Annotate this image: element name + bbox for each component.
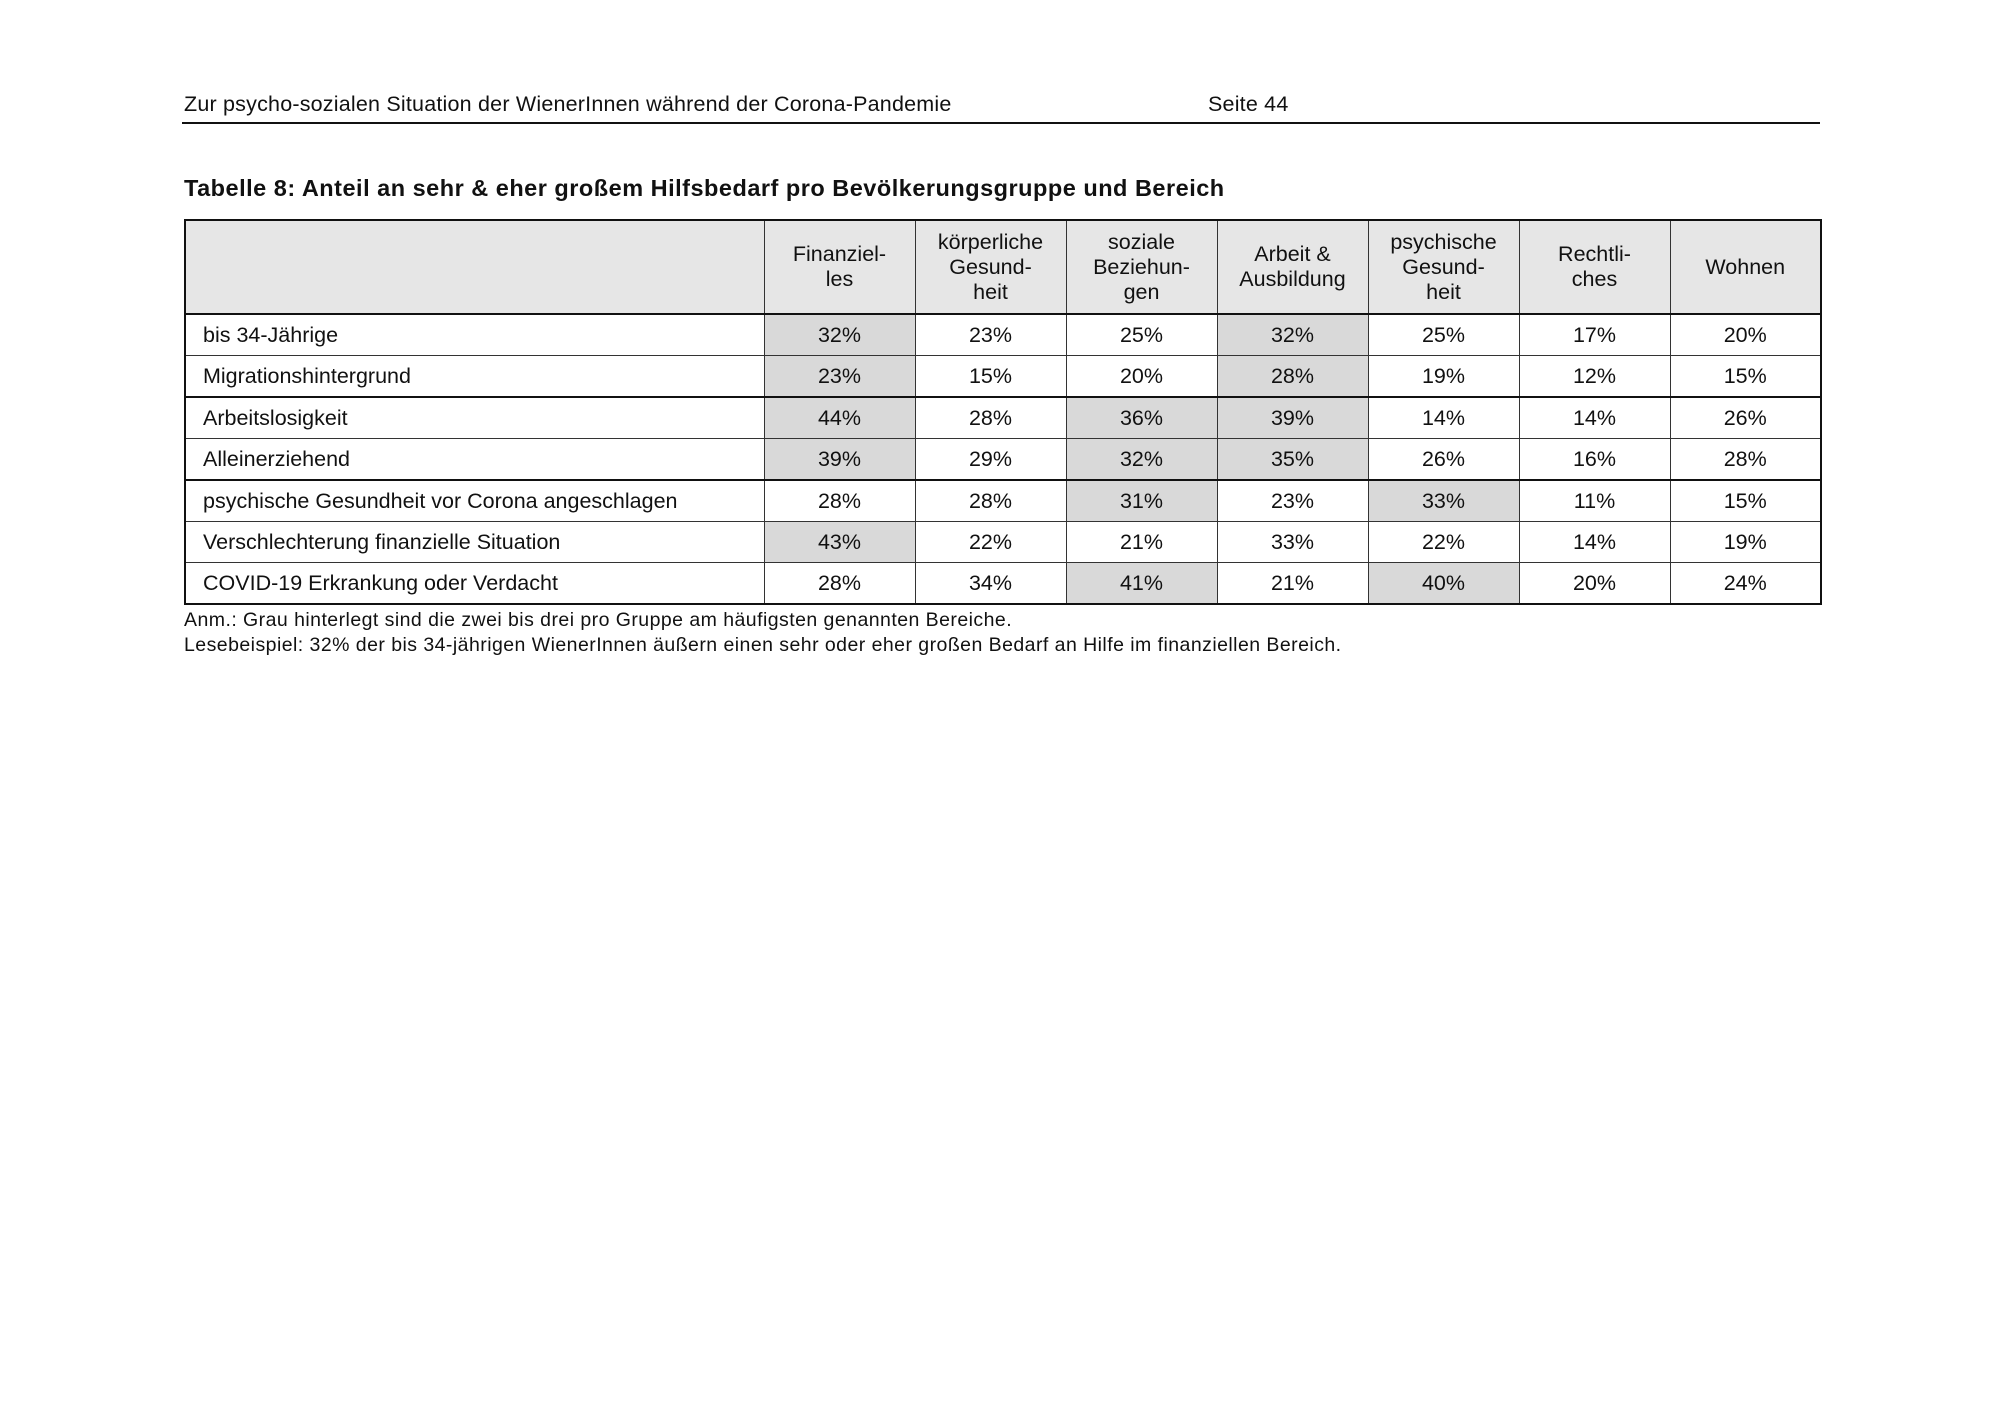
value-cell: 24% — [1670, 563, 1821, 605]
value-cell: 25% — [1368, 314, 1519, 356]
value-cell: 16% — [1519, 439, 1670, 481]
value-cell: 25% — [1066, 314, 1217, 356]
row-label: COVID-19 Erkrankung oder Verdacht — [185, 563, 764, 605]
value-cell: 31% — [1066, 480, 1217, 522]
column-header: Wohnen — [1670, 220, 1821, 314]
column-header: Rechtli- ches — [1519, 220, 1670, 314]
value-cell: 21% — [1066, 522, 1217, 563]
column-header: Finanziel- les — [764, 220, 915, 314]
value-cell: 29% — [915, 439, 1066, 481]
value-cell: 28% — [915, 397, 1066, 439]
row-label: bis 34-Jährige — [185, 314, 764, 356]
column-header: psychische Gesund- heit — [1368, 220, 1519, 314]
value-cell: 32% — [1217, 314, 1368, 356]
value-cell: 28% — [764, 563, 915, 605]
page-header — [182, 88, 1820, 124]
document-title: Zur psycho-sozialen Situation der WienerInnen während der Corona-Pandemie — [184, 92, 952, 116]
row-label: Alleinerziehend — [185, 439, 764, 481]
value-cell: 44% — [764, 397, 915, 439]
value-cell: 20% — [1670, 314, 1821, 356]
table-notes — [184, 608, 1342, 658]
value-cell: 23% — [764, 356, 915, 398]
table-row — [185, 522, 1821, 563]
value-cell: 28% — [915, 480, 1066, 522]
value-cell: 39% — [764, 439, 915, 481]
table-row — [185, 397, 1821, 439]
value-cell: 23% — [915, 314, 1066, 356]
table-caption: Tabelle 8: Anteil an sehr & eher großem Hilfsbedarf pro Bevölkerungsgruppe und Bereich — [184, 175, 1225, 201]
column-header: soziale Beziehun- gen — [1066, 220, 1217, 314]
data-table — [184, 219, 1822, 605]
value-cell: 35% — [1217, 439, 1368, 481]
value-cell: 40% — [1368, 563, 1519, 605]
header-corner-cell — [185, 220, 764, 314]
value-cell: 32% — [1066, 439, 1217, 481]
value-cell: 21% — [1217, 563, 1368, 605]
table-row — [185, 439, 1821, 481]
value-cell: 33% — [1217, 522, 1368, 563]
table-row — [185, 314, 1821, 356]
annotation-note: Anm.: Grau hinterlegt sind die zwei bis drei pro Gruppe am häufigsten genannten Bereiche. — [184, 609, 1013, 631]
value-cell: 14% — [1519, 522, 1670, 563]
value-cell: 22% — [915, 522, 1066, 563]
value-cell: 17% — [1519, 314, 1670, 356]
value-cell: 15% — [915, 356, 1066, 398]
value-cell: 19% — [1368, 356, 1519, 398]
column-header: Arbeit & Ausbildung — [1217, 220, 1368, 314]
value-cell: 32% — [764, 314, 915, 356]
value-cell: 28% — [764, 480, 915, 522]
row-label: Arbeitslosigkeit — [185, 397, 764, 439]
value-cell: 20% — [1066, 356, 1217, 398]
reading-example: Lesebeispiel: 32% der bis 34-jährigen WienerInnen äußern einen sehr oder eher großen Bedarf an Hilfe im finanziellen Bereich. — [184, 634, 1342, 656]
value-cell: 36% — [1066, 397, 1217, 439]
table-header-row — [185, 220, 1821, 314]
row-label: Verschlechterung finanzielle Situation — [185, 522, 764, 563]
row-label: Migrationshintergrund — [185, 356, 764, 398]
value-cell: 39% — [1217, 397, 1368, 439]
value-cell: 22% — [1368, 522, 1519, 563]
value-cell: 15% — [1670, 356, 1821, 398]
value-cell: 28% — [1217, 356, 1368, 398]
value-cell: 11% — [1519, 480, 1670, 522]
value-cell: 20% — [1519, 563, 1670, 605]
page-number: Seite 44 — [1208, 92, 1289, 116]
value-cell: 43% — [764, 522, 915, 563]
value-cell: 41% — [1066, 563, 1217, 605]
value-cell: 33% — [1368, 480, 1519, 522]
value-cell: 15% — [1670, 480, 1821, 522]
value-cell: 28% — [1670, 439, 1821, 481]
table-row — [185, 356, 1821, 398]
value-cell: 12% — [1519, 356, 1670, 398]
value-cell: 26% — [1670, 397, 1821, 439]
value-cell: 14% — [1368, 397, 1519, 439]
value-cell: 26% — [1368, 439, 1519, 481]
value-cell: 23% — [1217, 480, 1368, 522]
table-row — [185, 563, 1821, 605]
row-label: psychische Gesundheit vor Corona angeschlagen — [185, 480, 764, 522]
value-cell: 14% — [1519, 397, 1670, 439]
value-cell: 19% — [1670, 522, 1821, 563]
value-cell: 34% — [915, 563, 1066, 605]
table-row — [185, 480, 1821, 522]
column-header: körperliche Gesund- heit — [915, 220, 1066, 314]
